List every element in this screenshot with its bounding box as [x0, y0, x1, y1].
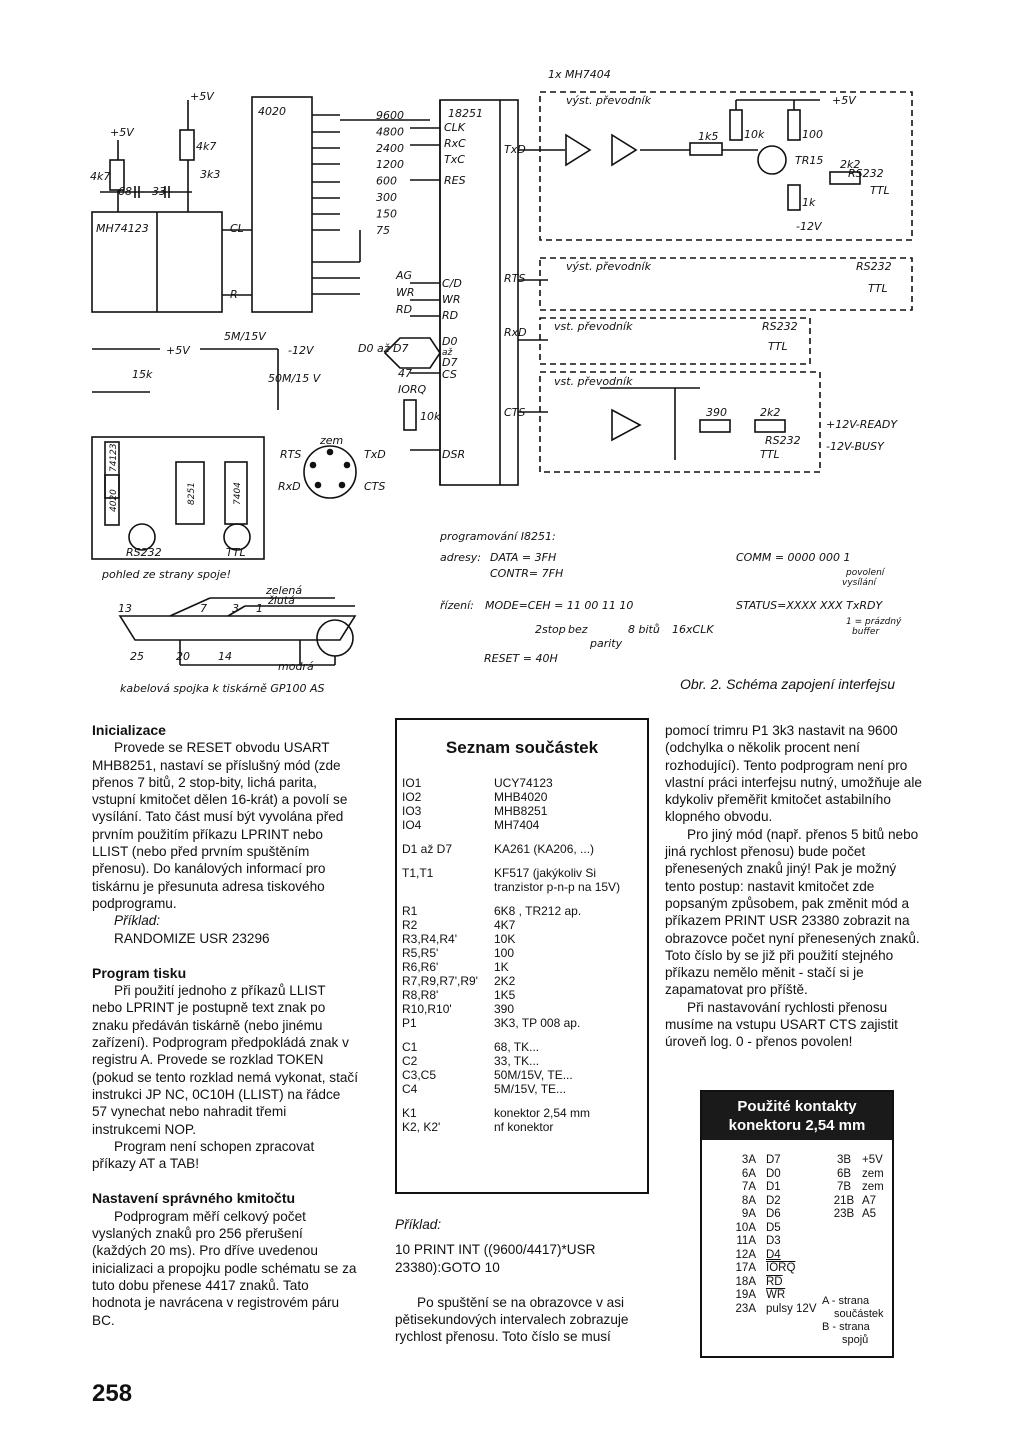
board-7404-label: 7404: [233, 482, 243, 505]
contacts-cell: 23A: [735, 1302, 756, 1315]
parts-row: [402, 974, 638, 988]
parts-ref: IO3: [402, 804, 422, 818]
rs232-c-label: RS232: [762, 320, 798, 333]
parts-ref: IO2: [402, 790, 422, 804]
parts-row: [402, 880, 638, 894]
contacts-cell: zem: [862, 1181, 884, 1193]
page-number: 258: [92, 1380, 133, 1407]
parts-ref: R6,R6': [402, 960, 439, 974]
zelena-label: zelená: [266, 584, 303, 597]
contacts-cell: 6A: [741, 1167, 756, 1180]
contacts-cell: D0: [766, 1167, 781, 1180]
sig-ag-label: AG: [396, 269, 413, 282]
paragraph-inicializace: Provede se RESET obvodu USART MHB8251, nastaví se příslušný mód (zde přenos 7 bitů, 2 stop-bity, lichá parita, vstupní kmitočet dělen 16-krát) a povolí se vysílání. Tato část musí být vyvolána před prvním použitím příkazu LPRINT nebo LLIST (nebo před prvním spuštěním přenosu). Do kanálových informací pro tiskárnu je přesunuta adresa tiskového podprogramu.: [92, 740, 348, 911]
parts-value: 1K5: [494, 988, 516, 1002]
parts-value: tranzistor p-n-p na 15V): [494, 880, 621, 894]
paragraph-program-tisku: Při použití jednoho z příkazů LLIST nebo LPRINT je postupně text znak po znaku předáván tiskárně (nebo jinému zařízení). Podprogram předpokládá znak v registru A. Provede se rozklad TOKEN (pokud se tento rozklad nemá vykonat, stačí instrukci JP NC, 0C10H (LLIST) na řádce 57 vynechat nebo nahradit třemi instrukcemi NOP.: [92, 983, 358, 1137]
db-3-label: 3: [232, 602, 239, 615]
contacts-cell: [826, 1235, 862, 1249]
c-50m15-label: 50M/15 V: [268, 372, 321, 385]
kabelova-label: kabelová spojka k tiskárně GP100 AS: [120, 682, 325, 695]
contacts-row: [712, 1208, 902, 1222]
pin-rd-label: RD: [442, 309, 459, 322]
parts-row: [402, 866, 638, 880]
baud-rate-label: 600: [376, 174, 397, 188]
contacts-cell: zem: [862, 1167, 884, 1180]
baud-rate-label: 4800: [376, 125, 404, 139]
parts-ref: R5,R5': [402, 946, 439, 960]
parts-value: 390: [494, 1002, 515, 1016]
paragraph-trimr: pomocí trimru P1 3k3 nastavit na 9600 (odchylka o několik procent není rozhodující). Tento podprogram není pro vlastní práci interfejsu nutný, umožňuje ale kdykoliv přeměřit kmitočet astabilního klopného obvodu.: [665, 723, 922, 825]
pin-d7-label: D7: [442, 356, 458, 369]
parts-ref: C3,C5: [402, 1068, 437, 1082]
db-25-label: 25: [130, 650, 144, 663]
rs232-d-label: RS232: [765, 434, 801, 447]
contacts-cell: 10A: [735, 1221, 756, 1234]
sig-47-label: 47: [398, 367, 412, 380]
pin-rts-label: RTS: [504, 272, 526, 285]
contacts-row: [712, 1222, 902, 1236]
parts-ref: D1 až D7: [402, 842, 453, 856]
paragraph-nastavovani: Při nastavování rychlosti přenosu musíme na vstupu USART CTS zajistit úroveň log. 0 - přenos povolen!: [665, 999, 898, 1050]
contacts-cell: 9A: [741, 1208, 756, 1220]
parts-row: [402, 946, 638, 960]
parts-ref: K1: [402, 1106, 417, 1120]
contacts-cell: +5V: [862, 1154, 883, 1166]
contacts-row: [712, 1154, 902, 1168]
contacts-cell: 23B: [833, 1208, 855, 1220]
bez-label: bez: [568, 623, 588, 636]
contr-line: CONTR= 7FH: [490, 567, 564, 580]
baud-rate-label: 150: [376, 207, 397, 221]
parts-ref: R7,R9,R7',R9': [402, 974, 478, 988]
parts-row: [402, 804, 638, 818]
parts-value: 68, TK...: [494, 1040, 540, 1054]
contacts-cell: $\overline{RD}$: [766, 1275, 783, 1288]
ttl-c-label: TTL: [768, 340, 788, 353]
column-right: [665, 722, 930, 1051]
v5-right-label: +5V: [832, 94, 856, 107]
pin-clk-label: CLK: [444, 121, 466, 134]
example-label: Příklad:: [114, 913, 161, 929]
conn-rts-label: RTS: [280, 448, 302, 461]
r-4k7b-label: 4k7: [196, 140, 217, 153]
contacts-cell: pulsy 12V: [766, 1302, 817, 1315]
r-15k-label: 15k: [132, 368, 153, 381]
v-m12-label: -12V: [288, 344, 314, 357]
rizeni-label: řízení:: [440, 599, 474, 612]
parts-value: MHB4020: [494, 790, 548, 804]
parts-row: [402, 1016, 638, 1030]
contacts-cell: 7B: [836, 1181, 852, 1193]
parts-value: 3K3, TP 008 ap.: [494, 1016, 581, 1030]
parts-row: [402, 932, 638, 946]
parts-value: 50M/15V, TE...: [494, 1068, 573, 1082]
r-2k2-label: 2k2: [840, 158, 861, 171]
parts-row: [402, 960, 638, 974]
pin-res-label: RES: [444, 174, 466, 187]
parts-row: [402, 842, 638, 856]
baud-rate-label: 2400: [376, 141, 404, 155]
contacts-cell: 11A: [736, 1235, 756, 1247]
conn-rxd-label: RxD: [278, 480, 301, 493]
parts-row: [402, 904, 638, 918]
mode-line: MODE=CEH = 11 00 11 10: [485, 599, 634, 612]
rs232-a-label: RS232: [848, 167, 884, 180]
example-code: RANDOMIZE USR 23296: [114, 930, 270, 946]
r-100-label: 100: [802, 128, 823, 141]
v5-left-label: +5V: [110, 126, 134, 139]
povoleni-label: povolení: [846, 568, 885, 578]
parts-row: [402, 1040, 638, 1054]
parts-row: [402, 818, 638, 832]
stop-label: 2stop: [535, 623, 566, 636]
contacts-cell: 7A: [741, 1181, 756, 1193]
contacts-table: [712, 1154, 902, 1316]
contacts-cell: A7: [862, 1194, 877, 1207]
pin-r-label: R: [230, 288, 238, 301]
parts-row: [402, 790, 638, 804]
parts-value: 100: [494, 946, 515, 960]
parts-value: 5M/15V, TE...: [494, 1082, 567, 1096]
tr15-label: TR15: [795, 154, 824, 167]
heading-program-tisku: Program tisku: [92, 964, 187, 981]
contacts-cell: 6B: [836, 1167, 852, 1180]
parts-value: 4K7: [494, 918, 516, 932]
clk16-label: 16xCLK: [672, 623, 714, 636]
contacts-title-2: konektoru 2,54 mm: [728, 1117, 866, 1134]
parts-value: KF517 (jakýkoliv Si: [494, 866, 597, 880]
paragraph-at-tab: Program není schopen zpracovat příkazy AT a TAB!: [92, 1138, 315, 1172]
contacts-cell: 3B: [836, 1154, 852, 1166]
contacts-cell: 19A: [735, 1289, 756, 1301]
example2-label: Příklad:: [395, 1217, 442, 1232]
pin-az-label: až: [442, 348, 453, 358]
parts-value: 33, TK...: [494, 1054, 540, 1068]
contacts-header: [702, 1092, 892, 1140]
pin-wr-label: WR: [442, 293, 461, 306]
status-line: STATUS=XXXX XXX TxRDY: [736, 599, 883, 612]
r-1k5-label: 1k5: [698, 130, 719, 143]
parts-ref: K2, K2': [402, 1120, 441, 1134]
parts-ref: T1,T1: [402, 866, 434, 880]
paragraph-kmitocet: Podprogram měří celkový počet vyslaných znaků pro 256 přerušení (každých 20 ms). Pro dříve uvedenou inicializaci a propojku podle schématu se za tuto dobu přenese 4417 znaků. Tato hodnota je navrácena v registrovém páru BC.: [92, 1208, 357, 1328]
contacts-cell: [862, 1249, 902, 1263]
baud-rate-label: 300: [376, 191, 397, 204]
note-a2: součástek: [834, 1308, 884, 1320]
parts-ref: [402, 880, 494, 894]
contacts-cell: A5: [862, 1208, 877, 1220]
contacts-cell: [826, 1262, 862, 1276]
pin-cd-label: C/D: [442, 277, 462, 290]
programovani-label: programování I8251:: [440, 530, 556, 543]
contacts-cell: 18A: [735, 1275, 756, 1288]
busy-label: -12V-BUSY: [826, 440, 884, 453]
db-1-label: 1: [256, 602, 263, 615]
conn-zem-label: zem: [320, 434, 344, 447]
contacts-title-1: Použité kontakty: [737, 1098, 857, 1115]
contacts-cell: [862, 1262, 902, 1276]
r-1k-label: 1k: [802, 196, 816, 209]
parts-row: [402, 1082, 638, 1096]
db-20-label: 20: [176, 650, 190, 663]
bitu-label: 8 bitů: [628, 623, 660, 636]
contacts-cell: D7: [766, 1154, 781, 1166]
contacts-cell: IORQ: [766, 1262, 796, 1274]
baud-rate-label: 75: [376, 223, 390, 237]
contacts-box: [700, 1090, 894, 1358]
ttl-a-label: TTL: [870, 184, 890, 197]
parts-row: [402, 988, 638, 1002]
r-2k2b-label: 2k2: [760, 406, 781, 419]
parts-ref: C4: [402, 1082, 418, 1096]
contacts-cell: 3A: [741, 1154, 756, 1166]
db-14-label: 14: [218, 650, 232, 663]
parts-row: [402, 1120, 638, 1134]
pin-rxc-label: RxC: [444, 137, 466, 150]
pohled-label: pohled ze strany spoje!: [102, 568, 231, 581]
parts-ref: R1: [402, 904, 418, 918]
schematic-diagram: [0, 0, 1024, 710]
contacts-cell: D2: [766, 1194, 781, 1207]
board-74123-label: 74123: [109, 443, 119, 472]
conn-txd-label: TxD: [364, 448, 386, 461]
prazdny-label: 1 = prázdný: [846, 617, 902, 627]
contacts-cell: D5: [766, 1221, 781, 1234]
ic-4020-body: [252, 97, 312, 312]
contacts-row: [712, 1235, 902, 1249]
contacts-row: [712, 1249, 902, 1263]
parts-list-title: Seznam součástek: [445, 738, 599, 757]
contacts-row: [712, 1181, 902, 1195]
contacts-row: [712, 1289, 902, 1303]
heading-inicializace: Inicializace: [92, 722, 166, 738]
board-rs232-label: RS232: [126, 546, 162, 559]
paragraph-spusteni: Po spuštění se na obrazovce v asi pětisekundových intervalech zobrazuje rychlost přenosu. Toto číslo se musí: [395, 1294, 629, 1345]
contacts-cell: D4: [766, 1248, 781, 1261]
ic-4020-label: 4020: [258, 105, 286, 118]
parts-row: [402, 1002, 638, 1016]
vstup1-label: vst. převodník: [554, 320, 633, 333]
contacts-cell: D6: [766, 1208, 781, 1220]
contacts-row: [712, 1276, 902, 1290]
comm-line: COMM = 0000 000 1: [736, 551, 851, 564]
adresy-label: adresy:: [440, 551, 481, 564]
note-a: A - strana: [822, 1295, 870, 1307]
parts-ref: C2: [402, 1054, 418, 1068]
contacts-cell: [862, 1222, 902, 1236]
column-middle-bottom: [395, 1216, 650, 1346]
parts-row: [402, 1054, 638, 1068]
c-5m15-label: 5M/15V: [224, 330, 266, 343]
parts-value: MHB8251: [494, 804, 548, 818]
parts-value: UCY74123: [494, 776, 553, 790]
parts-row: [402, 1068, 638, 1082]
v-m12b-label: -12V: [796, 220, 822, 233]
zluta-label: žlutá: [268, 594, 295, 607]
parity-label: parity: [590, 637, 623, 650]
pin-txd-label: TxD: [504, 143, 526, 156]
d0-d7-label: D0 až D7: [358, 342, 409, 355]
parts-ref: R3,R4,R4': [402, 932, 457, 946]
example2-code: 10 PRINT INT ((9600/4417)*USR 23380):GOTO 10: [395, 1242, 596, 1275]
contacts-cell: [826, 1249, 862, 1263]
pin-rxd-label: RxD: [504, 326, 527, 339]
parts-ref: R10,R10': [402, 1002, 452, 1016]
r-4k7-label: 4k7: [90, 170, 111, 183]
vystup1-label: výst. převodník: [566, 94, 651, 107]
chip-top-label: 1x MH7404: [548, 68, 611, 81]
paragraph-jiny-mod: Pro jiný mód (např. přenos 5 bitů nebo jiná rychlost přenosu) bude počet přenesených znaků jiný! Pak je možný tento postup: nastavit kmitočet zde popsaným způsobem, pak změnit mód a příkazem PRINT USR 23380 zobrazit na obrazovce počet nyní přenesených znaků. Toto číslo by se již při použití stejného příkazu nemělo měnit - stačí si je zapamatovat pro příště.: [665, 826, 920, 998]
pin-txc-label: TxC: [444, 153, 465, 166]
sig-iorq-label: IORQ: [398, 383, 427, 396]
ic-mh74123-label: MH74123: [96, 222, 149, 235]
ready-label: +12V-READY: [826, 418, 898, 431]
r-3k3-label: 3k3: [200, 168, 221, 181]
r-390-label: 390: [706, 406, 727, 419]
parts-ref: P1: [402, 1016, 417, 1030]
parts-value: 2K2: [494, 974, 516, 988]
note-b2: spojů: [842, 1334, 869, 1346]
pin-cl-label: CL: [230, 222, 244, 235]
pin-cts-label: CTS: [504, 406, 526, 419]
buffer-label: buffer: [852, 627, 880, 637]
c-33-label: 33: [152, 185, 166, 198]
contacts-cell: $\overline{WR}$: [766, 1289, 786, 1301]
contacts-cell: [862, 1276, 902, 1290]
contacts-cell: [826, 1222, 862, 1236]
parts-row: [402, 1106, 638, 1120]
contacts-row: [712, 1195, 902, 1209]
board-ttl-label: TTL: [226, 546, 246, 559]
note-b: B - strana: [822, 1321, 870, 1333]
parts-ref: IO1: [402, 776, 422, 790]
parts-row: [402, 918, 638, 932]
pin-cs-label: CS: [442, 368, 457, 381]
db-13-label: 13: [118, 602, 132, 615]
baud-rate-label: 9600: [376, 109, 404, 122]
baud-rate-list: [376, 109, 404, 237]
vysilani-label: vysílání: [842, 578, 877, 588]
contacts-cell: D3: [766, 1235, 781, 1247]
parts-value: KA261 (KA206, ...): [494, 842, 595, 856]
ttl-b-label: TTL: [868, 282, 888, 295]
contacts-cell: [826, 1276, 862, 1290]
parts-value: konektor 2,54 mm: [494, 1106, 591, 1120]
contacts-cell: 21B: [833, 1194, 855, 1207]
parts-ref: IO4: [402, 818, 422, 832]
contacts-row: [712, 1262, 902, 1276]
contacts-cell: 8A: [741, 1194, 756, 1207]
figure-caption: Obr. 2. Schéma zapojení interfejsu: [680, 676, 896, 692]
board-8251-label: 8251: [187, 482, 197, 505]
column-left: [92, 722, 358, 1329]
pin-d0-label: D0: [442, 335, 458, 348]
vstup2-label: vst. převodník: [554, 375, 633, 388]
r-10k2-label: 10k: [744, 128, 765, 141]
parts-ref: R2: [402, 918, 418, 932]
conn-cts-label: CTS: [364, 480, 386, 493]
rs232-b-label: RS232: [856, 260, 892, 273]
sig-wr-label: WR: [396, 286, 415, 299]
v-p5-label: +5V: [166, 344, 190, 357]
ttl-d-label: TTL: [760, 448, 780, 461]
contacts-cell: [862, 1235, 902, 1249]
pin-dsr-label: DSR: [442, 448, 466, 461]
parts-value: 1K: [494, 960, 509, 974]
contacts-cell: D1: [766, 1181, 781, 1193]
parts-list-table: [402, 776, 638, 1134]
vystup2-label: výst. převodník: [566, 260, 651, 273]
reset-line: RESET = 40H: [484, 652, 558, 665]
contacts-row: [712, 1168, 902, 1182]
db-7-label: 7: [200, 602, 207, 615]
parts-value: MH7404: [494, 818, 540, 832]
parts-row: [402, 776, 638, 790]
board-4020-label: 4020: [109, 489, 119, 512]
baud-rate-label: 1200: [376, 158, 404, 172]
sig-rd-label: RD: [396, 303, 413, 316]
heading-kmitocet: Nastavení správného kmitočtu: [92, 1190, 296, 1207]
v5-top-label: +5V: [190, 90, 214, 103]
contacts-cell: 12A: [735, 1248, 756, 1261]
parts-value: nf konektor: [494, 1120, 554, 1134]
modra-label: modrá: [278, 660, 314, 673]
parts-value: 10K: [494, 932, 516, 946]
parts-ref: C1: [402, 1040, 418, 1054]
ic-18251-label: 18251: [448, 107, 483, 120]
r-10k-label: 10k: [420, 410, 441, 423]
parts-value: 6K8 , TR212 ap.: [494, 904, 582, 918]
contacts-cell: 17A: [735, 1262, 756, 1274]
c-68-label: 68: [118, 185, 132, 198]
parts-ref: R8,R8': [402, 988, 439, 1002]
data-line: DATA = 3FH: [490, 551, 557, 564]
